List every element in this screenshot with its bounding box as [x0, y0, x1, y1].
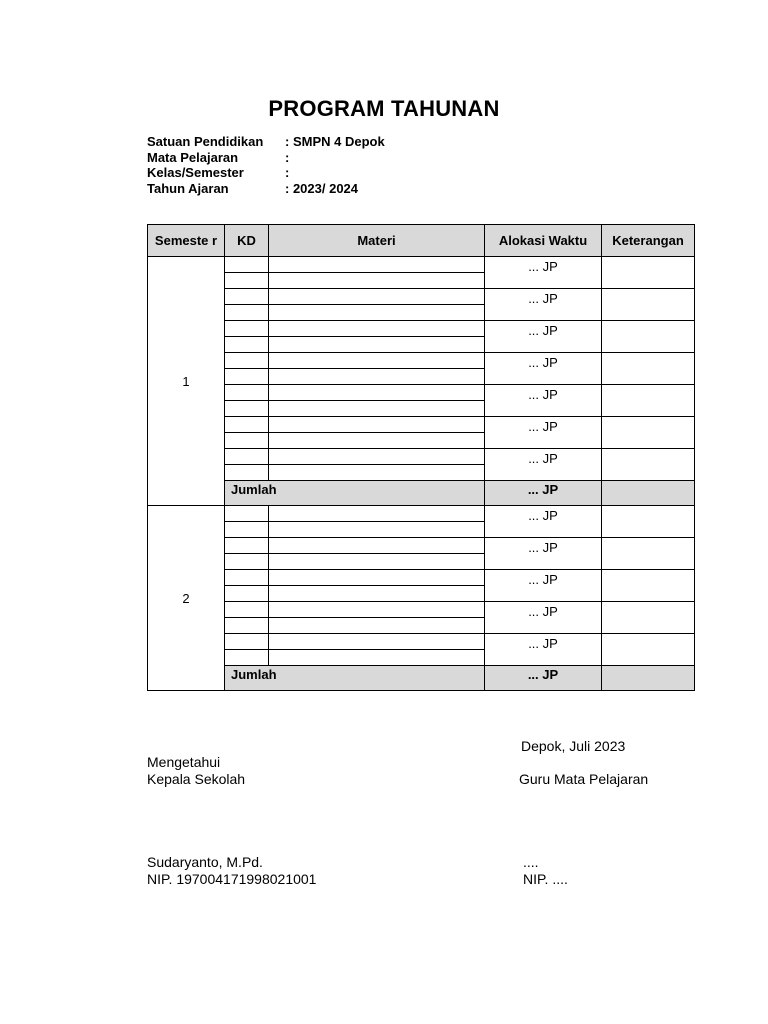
allocation-cell: ... JP: [484, 601, 602, 634]
header-kd: KD: [224, 224, 269, 257]
keterangan-cell: [601, 633, 695, 666]
kd-cell: [224, 384, 269, 401]
identity-block: [147, 134, 385, 196]
kd-cell: [224, 521, 269, 538]
materi-cell: [268, 521, 485, 538]
materi-cell: [268, 601, 485, 618]
materi-cell: [268, 400, 485, 417]
kd-cell: [224, 288, 269, 305]
allocation-cell: ... JP: [484, 537, 602, 570]
kd-cell: [224, 368, 269, 385]
semester-cell: 1: [147, 256, 225, 506]
semester-cell: 2: [147, 505, 225, 691]
teacher-nip: NIP. ....: [523, 871, 568, 887]
jumlah-label: Jumlah: [224, 665, 485, 691]
materi-cell: [268, 553, 485, 570]
allocation-cell: ... JP: [484, 448, 602, 481]
info-label: Tahun Ajaran: [147, 180, 229, 196]
keterangan-cell: [601, 601, 695, 634]
kd-cell: [224, 320, 269, 337]
allocation-cell: ... JP: [484, 352, 602, 385]
jumlah-total: ... JP: [484, 480, 602, 506]
keterangan-cell: [601, 320, 695, 353]
kd-cell: [224, 601, 269, 618]
kd-cell: [224, 537, 269, 554]
allocation-cell: ... JP: [484, 505, 602, 538]
principal-nip: NIP. 197004171998021001: [147, 871, 317, 887]
kd-cell: [224, 505, 269, 522]
info-row: [147, 165, 385, 181]
document-title: PROGRAM TAHUNAN: [268, 96, 500, 121]
materi-cell: [268, 464, 485, 481]
kd-cell: [224, 553, 269, 570]
info-label: Satuan Pendidikan: [147, 134, 264, 149]
kd-cell: [224, 649, 269, 666]
teacher-role: Guru Mata Pelajaran: [519, 771, 649, 787]
kd-cell: [224, 416, 269, 433]
keterangan-cell: [601, 256, 695, 289]
kd-cell: [224, 585, 269, 602]
header-keterangan: Keterangan: [601, 224, 695, 257]
info-label: Kelas/Semester: [147, 165, 244, 181]
materi-cell: [268, 272, 485, 289]
info-value: :: [285, 149, 290, 165]
jumlah-keterangan: [601, 480, 695, 506]
kd-cell: [224, 352, 269, 369]
keterangan-cell: [601, 384, 695, 417]
principal-name: Sudaryanto, M.Pd.: [147, 854, 263, 870]
teacher-name: ....: [523, 854, 539, 870]
materi-cell: [268, 256, 485, 273]
materi-cell: [268, 320, 485, 337]
allocation-cell: ... JP: [484, 633, 602, 666]
info-value: : 2023/ 2024: [285, 180, 359, 196]
materi-cell: [268, 304, 485, 321]
program-table: [147, 224, 694, 686]
info-row: [147, 181, 385, 197]
header-materi: Materi: [268, 224, 485, 257]
header-semester: Semeste r: [147, 224, 225, 257]
kd-cell: [224, 464, 269, 481]
info-label: Mata Pelajaran: [147, 149, 239, 165]
kd-cell: [224, 304, 269, 321]
materi-cell: [268, 368, 485, 385]
kd-cell: [224, 448, 269, 465]
materi-cell: [268, 288, 485, 305]
materi-cell: [268, 448, 485, 465]
kd-cell: [224, 633, 269, 650]
allocation-cell: ... JP: [484, 569, 602, 602]
allocation-cell: ... JP: [484, 320, 602, 353]
materi-cell: [268, 617, 485, 634]
kd-cell: [224, 569, 269, 586]
materi-cell: [268, 336, 485, 353]
materi-cell: [268, 537, 485, 554]
jumlah-keterangan: [601, 665, 695, 691]
keterangan-cell: [601, 505, 695, 538]
materi-cell: [268, 569, 485, 586]
kd-cell: [224, 400, 269, 417]
principal-role: Kepala Sekolah: [147, 771, 246, 787]
kd-cell: [224, 256, 269, 273]
place-date: Depok, Juli 2023: [521, 738, 626, 754]
jumlah-label: Jumlah: [224, 480, 485, 506]
materi-cell: [268, 384, 485, 401]
materi-cell: [268, 352, 485, 369]
info-value: :: [285, 165, 290, 181]
kd-cell: [224, 272, 269, 289]
kd-cell: [224, 617, 269, 634]
materi-cell: [268, 649, 485, 666]
jumlah-total: ... JP: [484, 665, 602, 691]
allocation-cell: ... JP: [484, 256, 602, 289]
info-row: [147, 150, 385, 166]
keterangan-cell: [601, 448, 695, 481]
kd-cell: [224, 432, 269, 449]
materi-cell: [268, 585, 485, 602]
allocation-cell: ... JP: [484, 288, 602, 321]
header-alokasi-waktu: Alokasi Waktu: [484, 224, 602, 257]
info-value: : SMPN 4 Depok: [285, 134, 385, 149]
keterangan-cell: [601, 352, 695, 385]
keterangan-cell: [601, 416, 695, 449]
kd-cell: [224, 336, 269, 353]
info-row: [147, 134, 385, 150]
materi-cell: [268, 416, 485, 433]
allocation-cell: ... JP: [484, 416, 602, 449]
mengetahui-label: Mengetahui: [147, 754, 221, 770]
materi-cell: [268, 505, 485, 522]
keterangan-cell: [601, 569, 695, 602]
allocation-cell: ... JP: [484, 384, 602, 417]
materi-cell: [268, 633, 485, 650]
materi-cell: [268, 432, 485, 449]
keterangan-cell: [601, 288, 695, 321]
keterangan-cell: [601, 537, 695, 570]
